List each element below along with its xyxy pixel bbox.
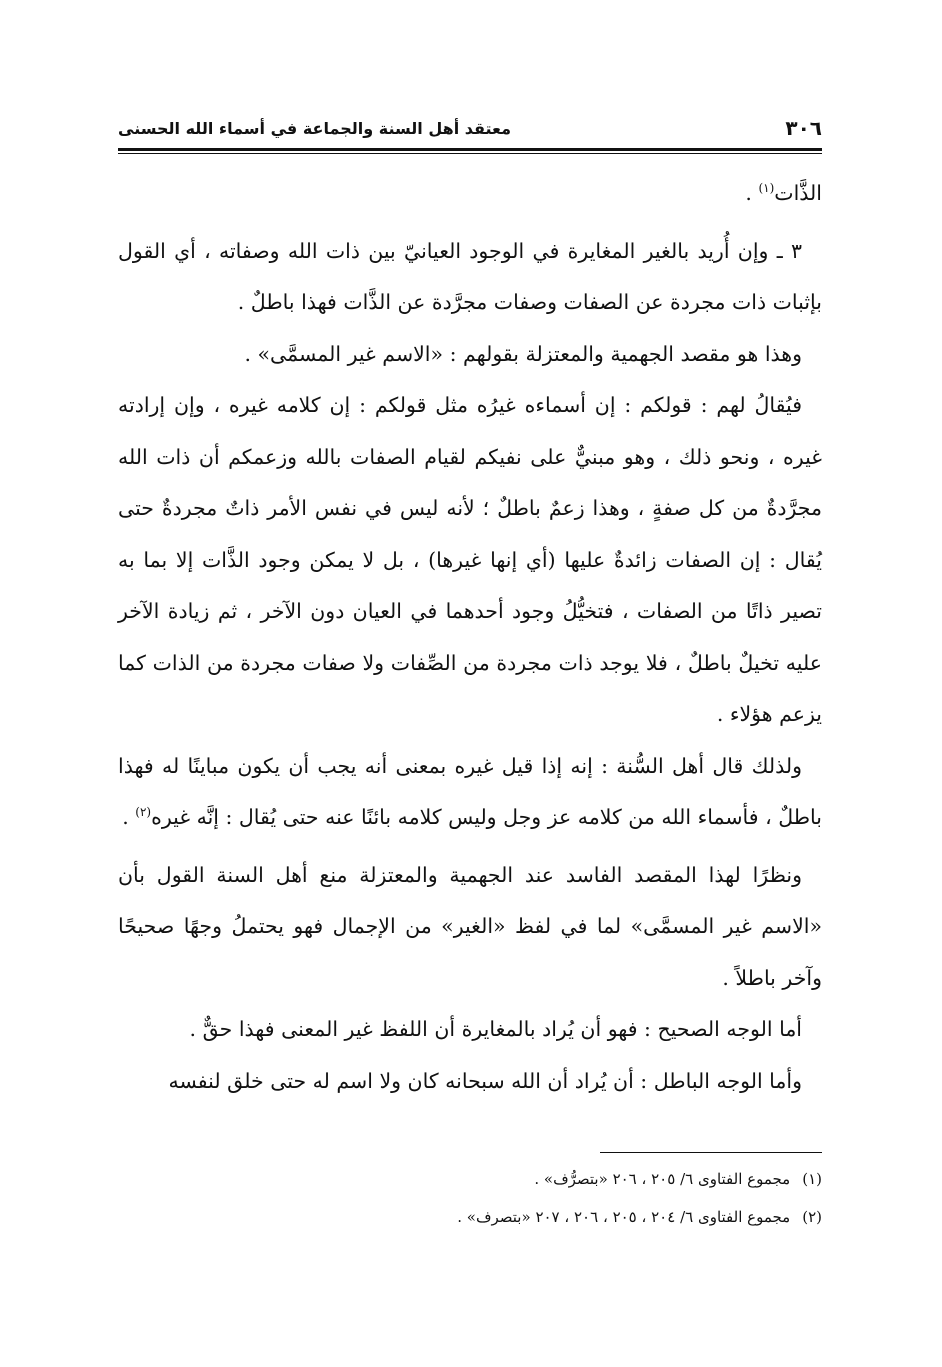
header-rule-thin — [118, 153, 822, 154]
paragraph-text-end: . — [122, 805, 136, 829]
paragraph-text: ولذلك قال أهل السُّنة : إنه إذا قيل غيره بمعنى أنه يجب أن يكون مباينًا له فهذا باطلٌ ، فأسماء الله من كلامه عز وجل وليس كلامه بائنًا عنه حتى يُقال : إنَّه غيره — [118, 753, 822, 829]
footnote — [118, 1198, 822, 1236]
paragraph: وهذا هو مقصد الجهمية والمعتزلة بقولهم : «الاسم غير المسمَّى» . — [244, 341, 802, 366]
paragraph: أما الوجه الصحيح : فهو أن يُراد بالمغايرة أن اللفظ غير المعنى فهذا حقٌّ . — [189, 1017, 802, 1041]
running-header — [118, 100, 822, 146]
paragraph-text: الذَّات — [774, 181, 822, 205]
footnote-separator — [600, 1152, 822, 1153]
footnote-marker: (٢) — [135, 805, 152, 820]
paragraph — [118, 168, 822, 220]
paragraph: وأما الوجه الباطل : أن يُراد أن الله سبحانه كان ولا اسم له حتى خلق لنفسه — [168, 1068, 802, 1093]
footnote — [118, 1160, 822, 1198]
footnote-number: (٢) — [802, 1208, 822, 1226]
paragraph: ٣ ـ وإن أُريد بالغير المغايرة في الوجود العيانيّ بين ذات الله وصفاته ، أي القول بإثبات ذات مجردة عن الصفات وصفات مجرَّدة عن الذَّات فهذا باطلٌ . — [118, 238, 822, 314]
book-page — [118, 100, 822, 1270]
paragraph: ونظرًا لهذا المقصد الفاسد عند الجهمية والمعتزلة منع أهل السنة القول بأن «الاسم غير المسمَّى» لما في لفظ «الغير» من الإجمال فهو يحتملُ وجهًا صحيحًا وآخر باطلاً . — [118, 862, 822, 990]
paragraph: فيُقالُ لهم : قولكم : إن أسماءه غيرُه مثل قولكم : إن كلامه غيره ، وإن إرادته غيره ، ونحو ذلك ، وهو مبنيٌّ على نفيكم لقيام الصفات بالله وزعمكم أن ذات الله مجرَّدةٌ من كل صفةٍ ، وهذا زعمٌ باطلٌ ؛ لأنه ليس في نفس الأمر ذاتٌ مجردةٌ حتى يُقال : إن الصفات زائدةٌ عليها (أي إنها غيرها) ، بل لا يمكن وجود الذَّات إلا بما به تصير ذاتًا من الصفات ، فتخيُّلُ وجود أحدهما في العيان دون الآخر ، ثم زيادة الآخر عليه تخيلٌ باطلٌ ، فلا يوجد ذات مجردة من الصِّفات ولا صفات مجردة من الذات كما يزعم هؤلاء . — [118, 393, 822, 726]
page-number: ٣٠٦ — [785, 116, 822, 140]
paragraph-text-end: . — [745, 181, 759, 205]
footnote-text: مجموع الفتاوى ٦/ ٢٠٥ ، ٢٠٦ «بتصرُّف» . — [534, 1170, 791, 1188]
footnote-number: (١) — [802, 1170, 822, 1188]
paragraph — [118, 741, 822, 844]
running-title: معتقد أهل السنة والجماعة في أسماء الله الحسنى — [118, 119, 511, 138]
header-rule — [118, 148, 822, 151]
footnotes — [118, 1160, 822, 1236]
footnote-text: مجموع الفتاوى ٦/ ٢٠٤ ، ٢٠٥ ، ٢٠٦ ، ٢٠٧ «بتصرف» . — [457, 1208, 791, 1226]
body-text — [118, 168, 822, 1107]
footnote-marker: (١) — [758, 181, 775, 196]
